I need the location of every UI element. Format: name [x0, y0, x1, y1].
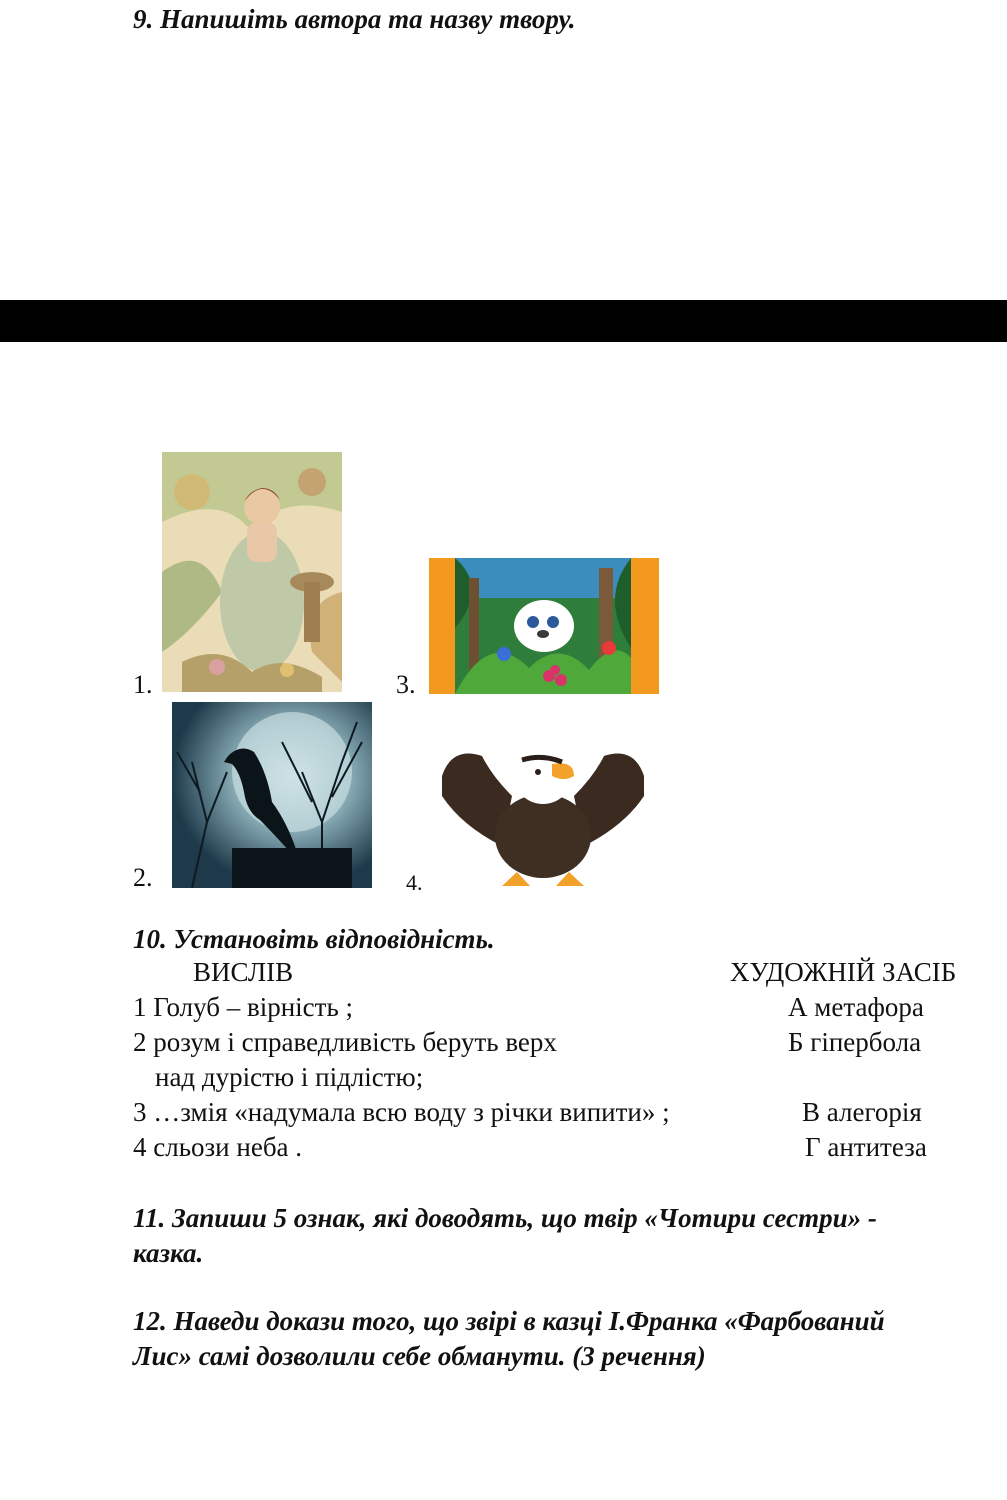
question-12-line-2: Лис» самі дозволили себе обманути. (3 речення)	[133, 1341, 706, 1371]
match-right-v: В алегорія	[802, 1097, 922, 1127]
picture-4-number: 4.	[406, 870, 423, 895]
picture-1-number: 1.	[133, 670, 153, 699]
match-left-2-continued: над дурістю і підлістю;	[155, 1062, 424, 1092]
match-right-a: А метафора	[788, 992, 924, 1022]
match-right-b: Б гіпербола	[788, 1027, 922, 1057]
question-11-line-2: казка.	[133, 1238, 204, 1268]
question-10-title: 10. Установіть відповідність.	[133, 924, 495, 954]
question-12-line-1: 12. Наведи докази того, що звірі в казці І.Франка «Фарбований	[133, 1306, 885, 1336]
picture-2-number: 2.	[133, 863, 153, 892]
match-left-4: 4 сльози неба .	[133, 1132, 303, 1162]
woman-in-garden-painting-icon	[162, 452, 342, 692]
match-left-1: 1 Голуб – вірність ;	[133, 992, 354, 1022]
match-left-3: 3 …змія «надумала всю воду з річки випити» ;	[133, 1097, 670, 1127]
eagle-cartoon-icon	[432, 736, 654, 888]
match-right-g: Г антитеза	[805, 1132, 927, 1162]
column-header-artistic-device: ХУДОЖНІЙ ЗАСІБ	[730, 957, 957, 987]
black-bar	[0, 300, 1007, 342]
question-9-title: 9. Напишіть автора та назву твору.	[133, 4, 576, 34]
column-header-saying: ВИСЛІВ	[193, 957, 294, 987]
picture-3-number: 3.	[396, 670, 416, 699]
question-11-line-1: 11. Запиши 5 ознак, які доводять, що твір «Чотири сестри» -	[133, 1203, 877, 1233]
bird-in-jungle-cartoon-icon	[429, 558, 659, 694]
raven-full-moon-icon	[172, 702, 372, 888]
match-left-2: 2 розум і справедливість беруть верх	[133, 1027, 557, 1057]
